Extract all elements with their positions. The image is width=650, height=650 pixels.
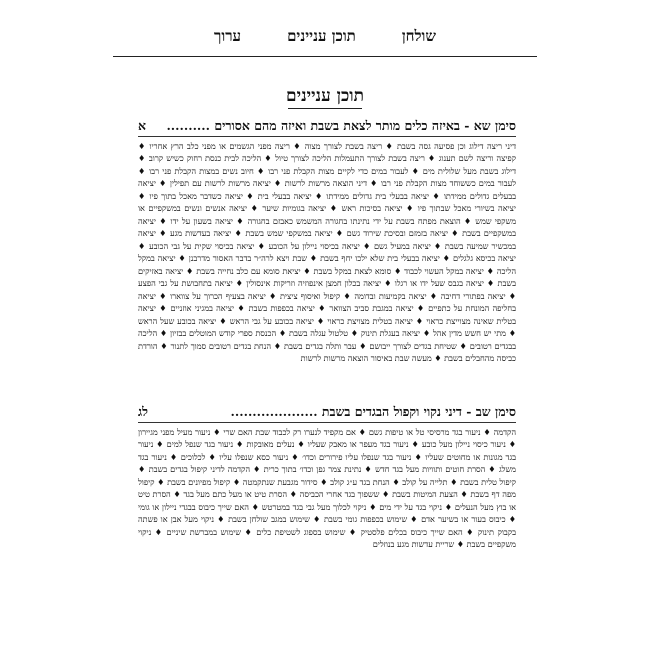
section-topics: דיני ריצה דילוג וכן פסיעה גסה בשבת ♦ ריצה בשבת לצורך מצוה ♦ ריצה מפני הגשמים או מפני כלב הרץ אחריו ♦ קפיצה וריצה לשם תענוג ♦ ריצה בשבת לצורך התעמלות הליכה לצורך טיול ♦ הליכה לבית כנסת רחוק כשיש קרוב ♦ דילוג בשבת מעל שלולית מים ♦ לעבור במים כדי לקיים מצות הקבלת פני רבו ♦ חיוב נשים במצות הקבלת פני רבו ♦ לעבור במים כששוחד מצות הקבלת פני רבו ♦ דיני הוצאה מרשות לרשות ♦ יציאה מרשות לרשות עם תפילין ♦ יציאה בבעלים גדולים ממידתו ♦ יציאה בבעלי בית גדולים ממידתו ♦ יציאה בבעלי בית ♦ יציאה כשדבר מאכל בתוך פיו ♦ יציאה בשיורי מאכל שבתוך פיו ♦ יציאה בסיכות ראש ♦ יציאה בגומיות שיער ♦ יציאה אנשים ונשים במשקפיים או משקפי שמש ♦ הוצאת מפתח בשבת על ידי נתינתו בחגורה המשמש כאבזם בחגורה ♦ יציאה בשעון על ידו ♦ יציאה במשקפיים בשבת ♦ יציאה בזמזם ובסיכת שירוד גשם ♦ יציאה במשקפי שמש בשבת ♦ יציאה בעדשות מגע ♦ יציאה במכשיר שמיעה בשבת ♦ יציאה במעיל גשם ♦ יציאה בכיסוי ניילון על הכובע ♦ יציאה בכיסוי שקית על גבי הכובע ♦ יציאה בכיסא גלגלים ♦ יציאה בבעלי בית שלא ילכו יחף בשבת ♦ שבת ויצא לרה״ר בדבר האסור מדרבנן ♦ יציאה במקל הליכה ♦ יציאה במקל העשוי לכבוד ♦ סומא לצאת במקל בשבת ♦ יציאת סומא עם כלב נחייה בשבת ♦ יציאה באזיקים בשבת ♦ יציאה בגבס שעל ידו או רגלו ♦ יציאה בכלון חמצן אינפוזיה וזריקות אינסולין ♦ יציאה בתחבושת על גבי הפצע ♦ יציאה בפתורי דחיבה ♦ יציאה בקמיעות ובדומה ♦ קיפול ואיסוף ציצית ♦ יציאה בצעיף הכרוך על צווארו ♦ יציאה בחליפה המונחת על כתפיים ♦ יציאה במגבת סביב הצוואר ♦ יציאה בכפפות בשבת ♦ יציאה במגיני אוזניים ♦ יציאה בטלית שאינה מצוייצת כראוי ♦ יציאה בטלית מצויצת כראוי ♦ יציאה בכובע על גבי הראש ♦ יציאה בכובע שעל הראש ♦ מתי יש חשש מדין אהל ♦ יציאה בעגלת תינוק ♦ טלטול עגלה בשבת ♦ הכנסת ספרי קודש המוטלים בבזיון ♦ הליכה בבגדים רטובים ♦ שטיחת בגדים לצורך ייבושם ♦ עבר ותלה בגדים בשבת ♦ הנחת בגדים רטובים סמוך לתנור ♦ הורדת כביסה מהחבלים בשבת ♦ מעשה שבת באיסור הוצאה מרשות לרשות <box>138 141 516 364</box>
toc-section-301 <box>138 118 516 365</box>
running-head <box>0 27 650 46</box>
section-topics: הקדמה ♦ ניעור בגד מרסיסי טל או טיפות גשם ♦ אם מקפיד לנערו רק לכבוד שבת האם שרי ♦ ניעור מעיל מפני מגיירון ♦ ניעור כיסוי ניילון מעל כובע ♦ ניעור בגד מעפר או מאבק שעליו ♦ נעלים מאובקות ♦ ניעור בגד שנפל למים ♦ ניעור בגד מגונות או מחוטים שעליו ♦ ניעור בגד שנפלו עליו פירורים וכדו׳ ♦ ניעור כסא שנפלו עליו ♦ לכלוכים ♦ ניעור בגד משלג ♦ הסרת חוטים ותוויות מעל בגד חדש ♦ נתינת צמר גפן וכדו׳ בתוך כרית ♦ הקדמה לדיני קיפול בגדים בשבת ♦ קיפול טלית בשבת ♦ תלייה על קולב ♦ הנחת בגד ע״ג קולב ♦ סידור מגבעת שנתקמטה ♦ קיפול מפיונים בשבת ♦ קיפול מפה דף בשבת ♦ הצעת המיטות בשבת ♦ ששפוך בגד אחרי הכביסה ♦ הסרת טיט או מעל כתם מעל בגד ♦ הסרת טיט או בוץ מעל הנעלים ♦ ניקוי בגד על ידי מים ♦ ניקוי לכלוך מעל גבי בגד במטרטש ♦ האם שייך כיבוס בבגדי ניילון או גומי ♦ כיבוס בעור או בשיער אדם ♦ שימוש בכפפות גומי בשבת ♦ שימוש במגב שולחן בשבת ♦ ניקוי מעל אבן או פשתה בקבוק תינוק ♦ האם שייך כיבוס בכלים פלסטיק ♦ שימוש בספוג לשטיפת כלים ♦ שימוש במברשת שיניים ♦ ניקוי משקפיים בשבת ♦ שריית עדשות מגע בנוזלים <box>138 427 516 550</box>
section-heading-row <box>138 118 516 137</box>
toc-title: תוכן עניינים <box>286 86 364 106</box>
header-divider <box>113 56 537 57</box>
section-page-number: לג <box>138 404 148 419</box>
section-heading-row <box>138 404 516 423</box>
running-head-center: תוכן עניינים <box>287 27 356 45</box>
section-heading: סימן שב - דיני נקוי וקפול הבגדים בשבת .................... <box>230 404 516 419</box>
title-underline <box>288 108 362 109</box>
running-head-right: שולחן <box>401 27 437 45</box>
toc-section-302 <box>138 404 516 551</box>
section-heading: סימן שא - באיזה כלים מותר לצאת בשבת ואיזה מהם אסורים .......... <box>166 118 516 133</box>
section-page-number: א <box>138 118 147 133</box>
running-head-left: ערוך <box>213 27 242 45</box>
